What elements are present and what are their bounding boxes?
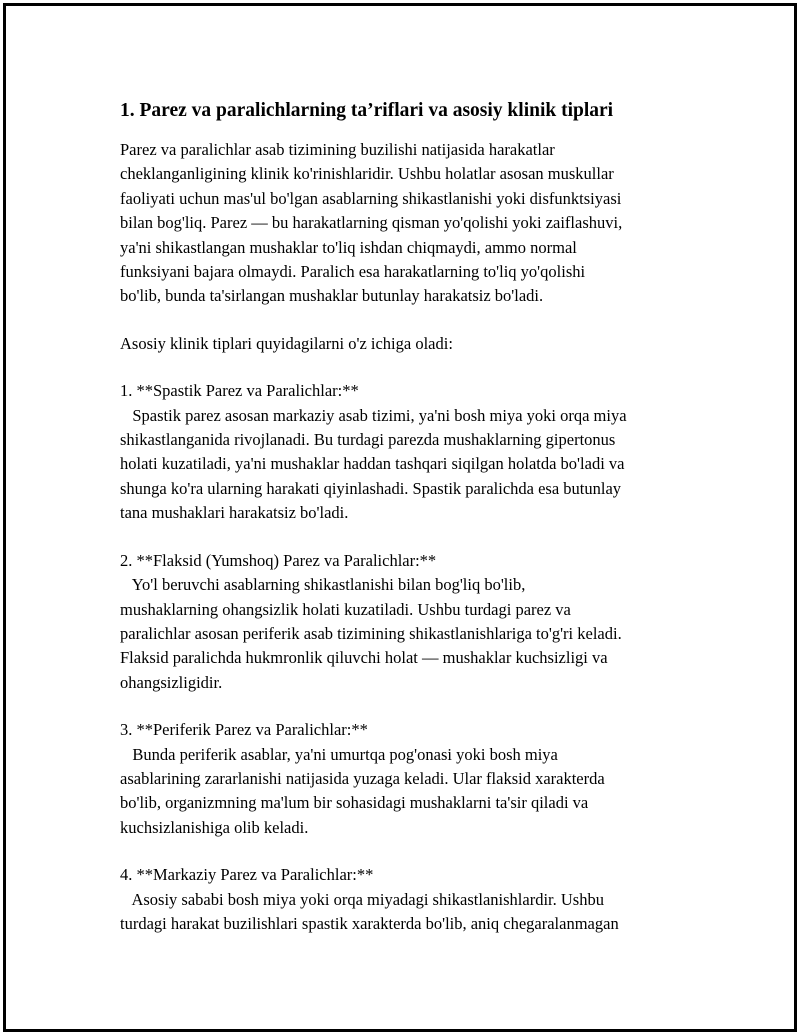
list-item [120,863,700,936]
list-item-title: 2. **Flaksid (Yumshoq) Parez va Paralichlar:** [120,550,437,570]
list-item-body: Yo'l beruvchi asablarning shikastlanishi bilan bog'liq bo'lib, mushaklarning ohangsizlik holati kuzatiladi. Ushbu turdagi parez va paralichlar asosan periferik asab tizimining shikastlanishlariga to'g'ri keladi. Flaksid paralichda hukmronlik qiluvchi holat — mushaklar kuchsizligi va ohangsizligidir. [120,575,622,692]
intro-paragraph: Parez va paralichlar asab tizimining buzilishi natijasida harakatlar cheklanganligining klinik ko'rinishlaridir. Ushbu holatlar asosan muskullar faoliyati uchun mas'ul bo'lgan asablarning shikastlanishi yoki disfunktsiyasi bilan bog'liq. Parez — bu harakatlarning qisman yo'qolishi yoki zaiflashuvi, ya'ni shikastlangan mushaklar to'liq ishdan chiqmaydi, ammo normal funksiyani bajara olmaydi. Paralich esa harakatlarning to'liq yo'qolishi bo'lib, bunda ta'sirlangan mushaklar butunlay harakatsiz bo'ladi. [120,140,623,306]
list-item-body: Asosiy sababi bosh miya yoki orqa miyadagi shikastlanishlardir. Ushbu turdagi harakat buzilishlari spastik xarakterda bo'lib, aniq chegaralanmagan [120,889,619,933]
section-heading: 1. Parez va paralichlarning ta’riflari va asosiy klinik tiplari [120,100,614,121]
page-frame [3,3,797,1032]
list-item [120,549,700,695]
list-item-title: 3. **Periferik Parez va Paralichlar:** [120,720,368,740]
list-item-title: 4. **Markaziy Parez va Paralichlar:** [120,865,374,885]
list-item-title: 1. **Spastik Parez va Paralichlar:** [120,381,359,401]
types-intro: Asosiy klinik tiplari quyidagilarni o'z ichiga oladi: [120,333,453,353]
list-item-body: Spastik parez asosan markaziy asab tizimi, ya'ni bosh miya yoki orqa miya shikastlanganida rivojlanadi. Bu turdagi parezda mushaklarning gipertonus holati kuzatiladi, ya'ni mushaklar haddan tashqari siqilgan holatda bo'ladi va shunga ko'ra ularning harakati qiyinlashadi. Spastik paralichda esa butunlay tana mushaklari harakatsiz bo'ladi. [120,405,627,523]
list-item-body: Bunda periferik asablar, ya'ni umurtqa pog'onasi yoki bosh miya asablarining zararlanishi natijasida yuzaga keladi. Ular flaksid xarakterda bo'lib, organizmning ma'lum bir sohasidagi mushaklarni ta'sir qiladi va kuchsizlanishiga olib keladi. [120,744,605,837]
list-item [120,379,700,525]
list-item [120,718,700,840]
document-content [120,98,700,959]
